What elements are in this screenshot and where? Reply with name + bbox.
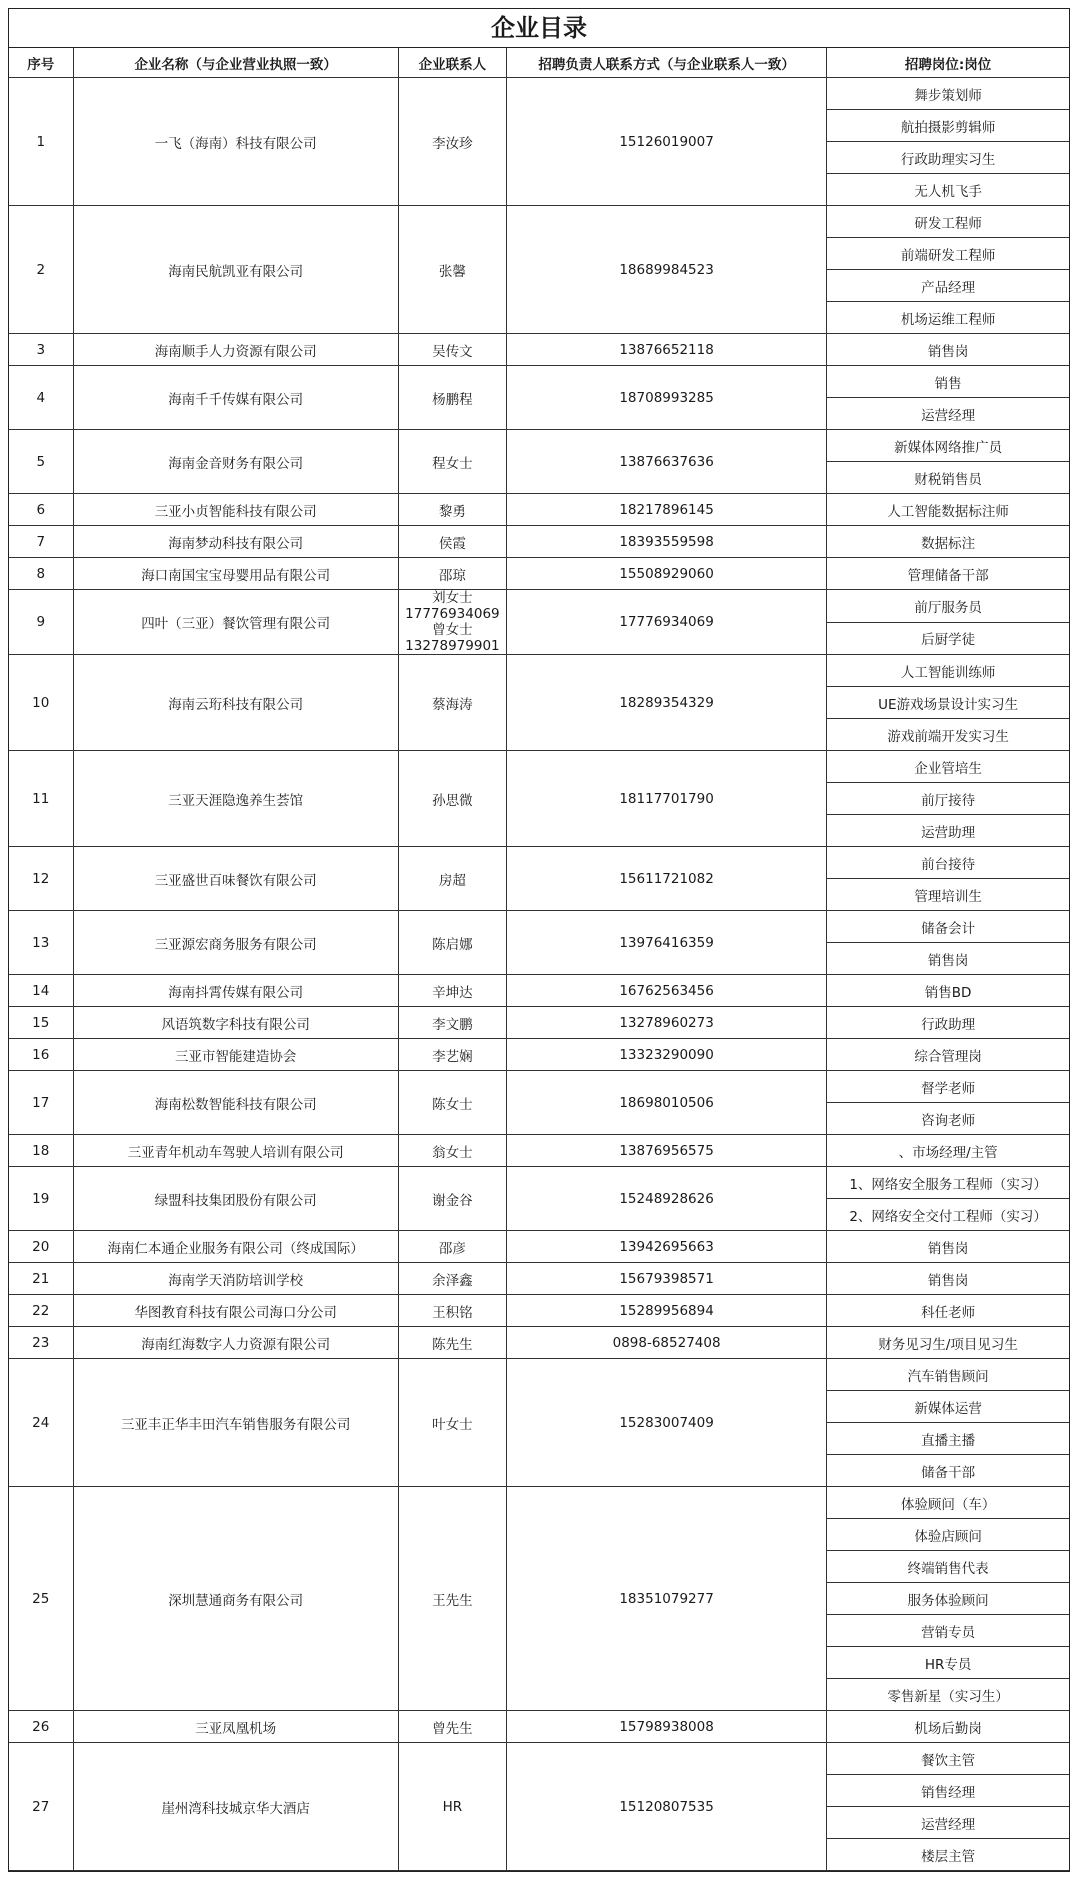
recruiter-phone: 18117701790 bbox=[506, 751, 826, 847]
row-index: 21 bbox=[9, 1263, 73, 1295]
job-position: 销售岗 bbox=[827, 1263, 1069, 1295]
job-position: 销售 bbox=[827, 366, 1069, 398]
row-index: 13 bbox=[9, 911, 73, 975]
job-position: 销售岗 bbox=[827, 334, 1069, 366]
job-position: 楼层主管 bbox=[827, 1839, 1069, 1871]
job-position: 前端研发工程师 bbox=[827, 238, 1069, 270]
company-contact: 吴传文 bbox=[398, 334, 506, 366]
job-position: 前厅服务员 bbox=[827, 590, 1069, 623]
company-name: 崖州湾科技城京华大酒店 bbox=[73, 1743, 398, 1871]
table-row bbox=[9, 655, 1069, 687]
company-name: 海南松数智能科技有限公司 bbox=[73, 1071, 398, 1135]
row-index: 10 bbox=[9, 655, 73, 751]
job-position: 储备干部 bbox=[827, 1455, 1069, 1487]
company-contact: 孙思微 bbox=[398, 751, 506, 847]
company-name: 三亚小贞智能科技有限公司 bbox=[73, 494, 398, 526]
job-position: 人工智能训练师 bbox=[827, 655, 1069, 687]
company-name: 三亚丰正华丰田汽车销售服务有限公司 bbox=[73, 1359, 398, 1487]
table-row bbox=[9, 206, 1069, 238]
job-position: 新媒体网络推广员 bbox=[827, 430, 1069, 462]
row-index: 3 bbox=[9, 334, 73, 366]
job-position: 销售岗 bbox=[827, 943, 1069, 975]
job-position: 科任老师 bbox=[827, 1295, 1069, 1327]
company-name: 海口南国宝宝母婴用品有限公司 bbox=[73, 558, 398, 590]
job-position: 财务见习生/项目见习生 bbox=[827, 1327, 1069, 1359]
recruiter-phone: 18351079277 bbox=[506, 1487, 826, 1711]
job-position: 企业管培生 bbox=[827, 751, 1069, 783]
company-contact bbox=[398, 590, 506, 655]
row-index: 25 bbox=[9, 1487, 73, 1711]
recruiter-phone: 13942695663 bbox=[506, 1231, 826, 1263]
recruiter-phone: 18393559598 bbox=[506, 526, 826, 558]
recruiter-phone: 13876652118 bbox=[506, 334, 826, 366]
recruiter-phone: 15126019007 bbox=[506, 78, 826, 206]
table-row bbox=[9, 1743, 1069, 1775]
recruiter-phone: 13976416359 bbox=[506, 911, 826, 975]
job-position: 运营经理 bbox=[827, 1807, 1069, 1839]
row-index: 17 bbox=[9, 1071, 73, 1135]
company-contact: 李文鹏 bbox=[398, 1007, 506, 1039]
company-contact: 王先生 bbox=[398, 1487, 506, 1711]
recruiter-phone: 18217896145 bbox=[506, 494, 826, 526]
company-name: 海南千千传媒有限公司 bbox=[73, 366, 398, 430]
company-name: 一飞（海南）科技有限公司 bbox=[73, 78, 398, 206]
table-row bbox=[9, 1487, 1069, 1519]
job-position: 汽车销售顾问 bbox=[827, 1359, 1069, 1391]
company-contact: 翁女士 bbox=[398, 1135, 506, 1167]
company-contact: 谢金谷 bbox=[398, 1167, 506, 1231]
job-position: 无人机飞手 bbox=[827, 174, 1069, 206]
header-phone: 招聘负责人联系方式（与企业联系人一致） bbox=[506, 48, 826, 78]
row-index: 12 bbox=[9, 847, 73, 911]
table-row bbox=[9, 1167, 1069, 1199]
table-row bbox=[9, 334, 1069, 366]
job-position: 运营助理 bbox=[827, 815, 1069, 847]
job-position: HR专员 bbox=[827, 1647, 1069, 1679]
row-index: 16 bbox=[9, 1039, 73, 1071]
job-position: 研发工程师 bbox=[827, 206, 1069, 238]
header-index: 序号 bbox=[9, 48, 73, 78]
job-position: 1、网络安全服务工程师（实习） bbox=[827, 1167, 1069, 1199]
table-row bbox=[9, 430, 1069, 462]
company-name: 深圳慧通商务有限公司 bbox=[73, 1487, 398, 1711]
table-row bbox=[9, 975, 1069, 1007]
header-company: 企业名称（与企业营业执照一致） bbox=[73, 48, 398, 78]
job-position: 产品经理 bbox=[827, 270, 1069, 302]
table-row bbox=[9, 751, 1069, 783]
company-contact: 黎勇 bbox=[398, 494, 506, 526]
company-contact: 张馨 bbox=[398, 206, 506, 334]
table-row bbox=[9, 526, 1069, 558]
row-index: 18 bbox=[9, 1135, 73, 1167]
row-index: 14 bbox=[9, 975, 73, 1007]
company-directory bbox=[8, 8, 1070, 1872]
company-name: 三亚凤凰机场 bbox=[73, 1711, 398, 1743]
header-positions: 招聘岗位:岗位 bbox=[827, 48, 1069, 78]
company-contact: 王积铭 bbox=[398, 1295, 506, 1327]
job-position: 数据标注 bbox=[827, 526, 1069, 558]
company-contact: 李汝珍 bbox=[398, 78, 506, 206]
recruiter-phone: 18289354329 bbox=[506, 655, 826, 751]
row-index: 23 bbox=[9, 1327, 73, 1359]
company-contact: 房超 bbox=[398, 847, 506, 911]
job-position: 综合管理岗 bbox=[827, 1039, 1069, 1071]
job-position: 营销专员 bbox=[827, 1615, 1069, 1647]
job-position: 后厨学徒 bbox=[827, 622, 1069, 655]
table-row bbox=[9, 78, 1069, 110]
table-row bbox=[9, 494, 1069, 526]
recruiter-phone: 15289956894 bbox=[506, 1295, 826, 1327]
table-row bbox=[9, 1295, 1069, 1327]
company-contact: 邵琼 bbox=[398, 558, 506, 590]
row-index: 8 bbox=[9, 558, 73, 590]
row-index: 4 bbox=[9, 366, 73, 430]
company-contact: 邵彦 bbox=[398, 1231, 506, 1263]
job-position: 直播主播 bbox=[827, 1423, 1069, 1455]
row-index: 7 bbox=[9, 526, 73, 558]
page-title: 企业目录 bbox=[9, 9, 1069, 48]
company-name: 海南民航凯亚有限公司 bbox=[73, 206, 398, 334]
job-position: 前台接待 bbox=[827, 847, 1069, 879]
table-row bbox=[9, 847, 1069, 879]
recruiter-phone: 15283007409 bbox=[506, 1359, 826, 1487]
row-index: 11 bbox=[9, 751, 73, 847]
job-position: UE游戏场景设计实习生 bbox=[827, 687, 1069, 719]
company-name: 海南金音财务有限公司 bbox=[73, 430, 398, 494]
table-row bbox=[9, 558, 1069, 590]
row-index: 5 bbox=[9, 430, 73, 494]
row-index: 9 bbox=[9, 590, 73, 655]
company-name: 华图教育科技有限公司海口分公司 bbox=[73, 1295, 398, 1327]
recruiter-phone: 13876637636 bbox=[506, 430, 826, 494]
company-name: 三亚市智能建造协会 bbox=[73, 1039, 398, 1071]
company-contact: 辛坤达 bbox=[398, 975, 506, 1007]
recruiter-phone: 15508929060 bbox=[506, 558, 826, 590]
job-position: 前厅接待 bbox=[827, 783, 1069, 815]
row-index: 19 bbox=[9, 1167, 73, 1231]
job-position: 终端销售代表 bbox=[827, 1551, 1069, 1583]
recruiter-phone: 0898-68527408 bbox=[506, 1327, 826, 1359]
row-index: 15 bbox=[9, 1007, 73, 1039]
contact-line: 曾女士 bbox=[432, 622, 473, 638]
job-position: 航拍摄影剪辑师 bbox=[827, 110, 1069, 142]
job-position: 餐饮主管 bbox=[827, 1743, 1069, 1775]
recruiter-phone: 13876956575 bbox=[506, 1135, 826, 1167]
table-row bbox=[9, 366, 1069, 398]
table-row bbox=[9, 1711, 1069, 1743]
table-row bbox=[9, 1359, 1069, 1391]
job-position: 行政助理 bbox=[827, 1007, 1069, 1039]
company-name: 风语筑数字科技有限公司 bbox=[73, 1007, 398, 1039]
row-index: 20 bbox=[9, 1231, 73, 1263]
row-index: 1 bbox=[9, 78, 73, 206]
job-position: 体验顾问（车） bbox=[827, 1487, 1069, 1519]
header-contact: 企业联系人 bbox=[398, 48, 506, 78]
table-row bbox=[9, 1039, 1069, 1071]
job-position: 服务体验顾问 bbox=[827, 1583, 1069, 1615]
company-name: 海南抖霄传媒有限公司 bbox=[73, 975, 398, 1007]
job-position: 舞步策划师 bbox=[827, 78, 1069, 110]
job-position: 新媒体运营 bbox=[827, 1391, 1069, 1423]
company-contact: 陈启娜 bbox=[398, 911, 506, 975]
recruiter-phone: 13278960273 bbox=[506, 1007, 826, 1039]
row-index: 26 bbox=[9, 1711, 73, 1743]
recruiter-phone: 18708993285 bbox=[506, 366, 826, 430]
table-header-row bbox=[9, 48, 1069, 78]
recruiter-phone: 15248928626 bbox=[506, 1167, 826, 1231]
company-contact: 陈女士 bbox=[398, 1071, 506, 1135]
recruiter-phone: 15120807535 bbox=[506, 1743, 826, 1871]
company-contact: HR bbox=[398, 1743, 506, 1871]
company-name: 海南云珩科技有限公司 bbox=[73, 655, 398, 751]
company-contact: 余泽鑫 bbox=[398, 1263, 506, 1295]
table-row bbox=[9, 1007, 1069, 1039]
job-position: 、市场经理/主管 bbox=[827, 1135, 1069, 1167]
job-position: 机场后勤岗 bbox=[827, 1711, 1069, 1743]
recruiter-phone: 15611721082 bbox=[506, 847, 826, 911]
recruiter-phone: 17776934069 bbox=[506, 590, 826, 655]
company-contact: 陈先生 bbox=[398, 1327, 506, 1359]
recruiter-phone: 15798938008 bbox=[506, 1711, 826, 1743]
job-position: 运营经理 bbox=[827, 398, 1069, 430]
table-row bbox=[9, 1263, 1069, 1295]
company-contact: 杨鹏程 bbox=[398, 366, 506, 430]
company-contact: 程女士 bbox=[398, 430, 506, 494]
recruiter-phone: 18698010506 bbox=[506, 1071, 826, 1135]
job-position: 2、网络安全交付工程师（实习） bbox=[827, 1199, 1069, 1231]
table-row bbox=[9, 1327, 1069, 1359]
table-row bbox=[9, 1231, 1069, 1263]
company-contact: 侯霞 bbox=[398, 526, 506, 558]
job-position: 销售经理 bbox=[827, 1775, 1069, 1807]
company-contact: 李艺娴 bbox=[398, 1039, 506, 1071]
recruiter-phone: 16762563456 bbox=[506, 975, 826, 1007]
job-position: 游戏前端开发实习生 bbox=[827, 719, 1069, 751]
row-index: 24 bbox=[9, 1359, 73, 1487]
company-name: 海南红海数字人力资源有限公司 bbox=[73, 1327, 398, 1359]
job-position: 体验店顾问 bbox=[827, 1519, 1069, 1551]
company-name: 三亚盛世百味餐饮有限公司 bbox=[73, 847, 398, 911]
job-position: 管理储备干部 bbox=[827, 558, 1069, 590]
recruiter-phone: 13323290090 bbox=[506, 1039, 826, 1071]
job-position: 零售新星（实习生） bbox=[827, 1679, 1069, 1711]
row-index: 2 bbox=[9, 206, 73, 334]
recruiter-phone: 18689984523 bbox=[506, 206, 826, 334]
company-table bbox=[9, 48, 1069, 1871]
table-row bbox=[9, 1135, 1069, 1167]
row-index: 27 bbox=[9, 1743, 73, 1871]
company-name: 海南仁本通企业服务有限公司（终成国际） bbox=[73, 1231, 398, 1263]
row-index: 6 bbox=[9, 494, 73, 526]
company-contact: 叶女士 bbox=[398, 1359, 506, 1487]
contact-line: 刘女士 bbox=[432, 590, 473, 606]
company-name: 三亚天涯隐逸养生荟馆 bbox=[73, 751, 398, 847]
job-position: 储备会计 bbox=[827, 911, 1069, 943]
table-row bbox=[9, 911, 1069, 943]
job-position: 行政助理实习生 bbox=[827, 142, 1069, 174]
company-contact: 蔡海涛 bbox=[398, 655, 506, 751]
contact-line: 17776934069 bbox=[405, 606, 500, 622]
row-index: 22 bbox=[9, 1295, 73, 1327]
company-name: 海南学天消防培训学校 bbox=[73, 1263, 398, 1295]
job-position: 机场运维工程师 bbox=[827, 302, 1069, 334]
company-name: 海南梦动科技有限公司 bbox=[73, 526, 398, 558]
company-name: 三亚源宏商务服务有限公司 bbox=[73, 911, 398, 975]
job-position: 人工智能数据标注师 bbox=[827, 494, 1069, 526]
company-name: 绿盟科技集团股份有限公司 bbox=[73, 1167, 398, 1231]
job-position: 销售岗 bbox=[827, 1231, 1069, 1263]
job-position: 管理培训生 bbox=[827, 879, 1069, 911]
job-position: 财税销售员 bbox=[827, 462, 1069, 494]
table-body bbox=[9, 78, 1069, 1871]
company-name: 三亚青年机动车驾驶人培训有限公司 bbox=[73, 1135, 398, 1167]
job-position: 咨询老师 bbox=[827, 1103, 1069, 1135]
company-name: 四叶（三亚）餐饮管理有限公司 bbox=[73, 590, 398, 655]
contact-line: 13278979901 bbox=[405, 638, 500, 654]
table-row bbox=[9, 590, 1069, 623]
recruiter-phone: 15679398571 bbox=[506, 1263, 826, 1295]
company-contact: 曾先生 bbox=[398, 1711, 506, 1743]
job-position: 销售BD bbox=[827, 975, 1069, 1007]
company-name: 海南顺手人力资源有限公司 bbox=[73, 334, 398, 366]
job-position: 督学老师 bbox=[827, 1071, 1069, 1103]
table-row bbox=[9, 1071, 1069, 1103]
